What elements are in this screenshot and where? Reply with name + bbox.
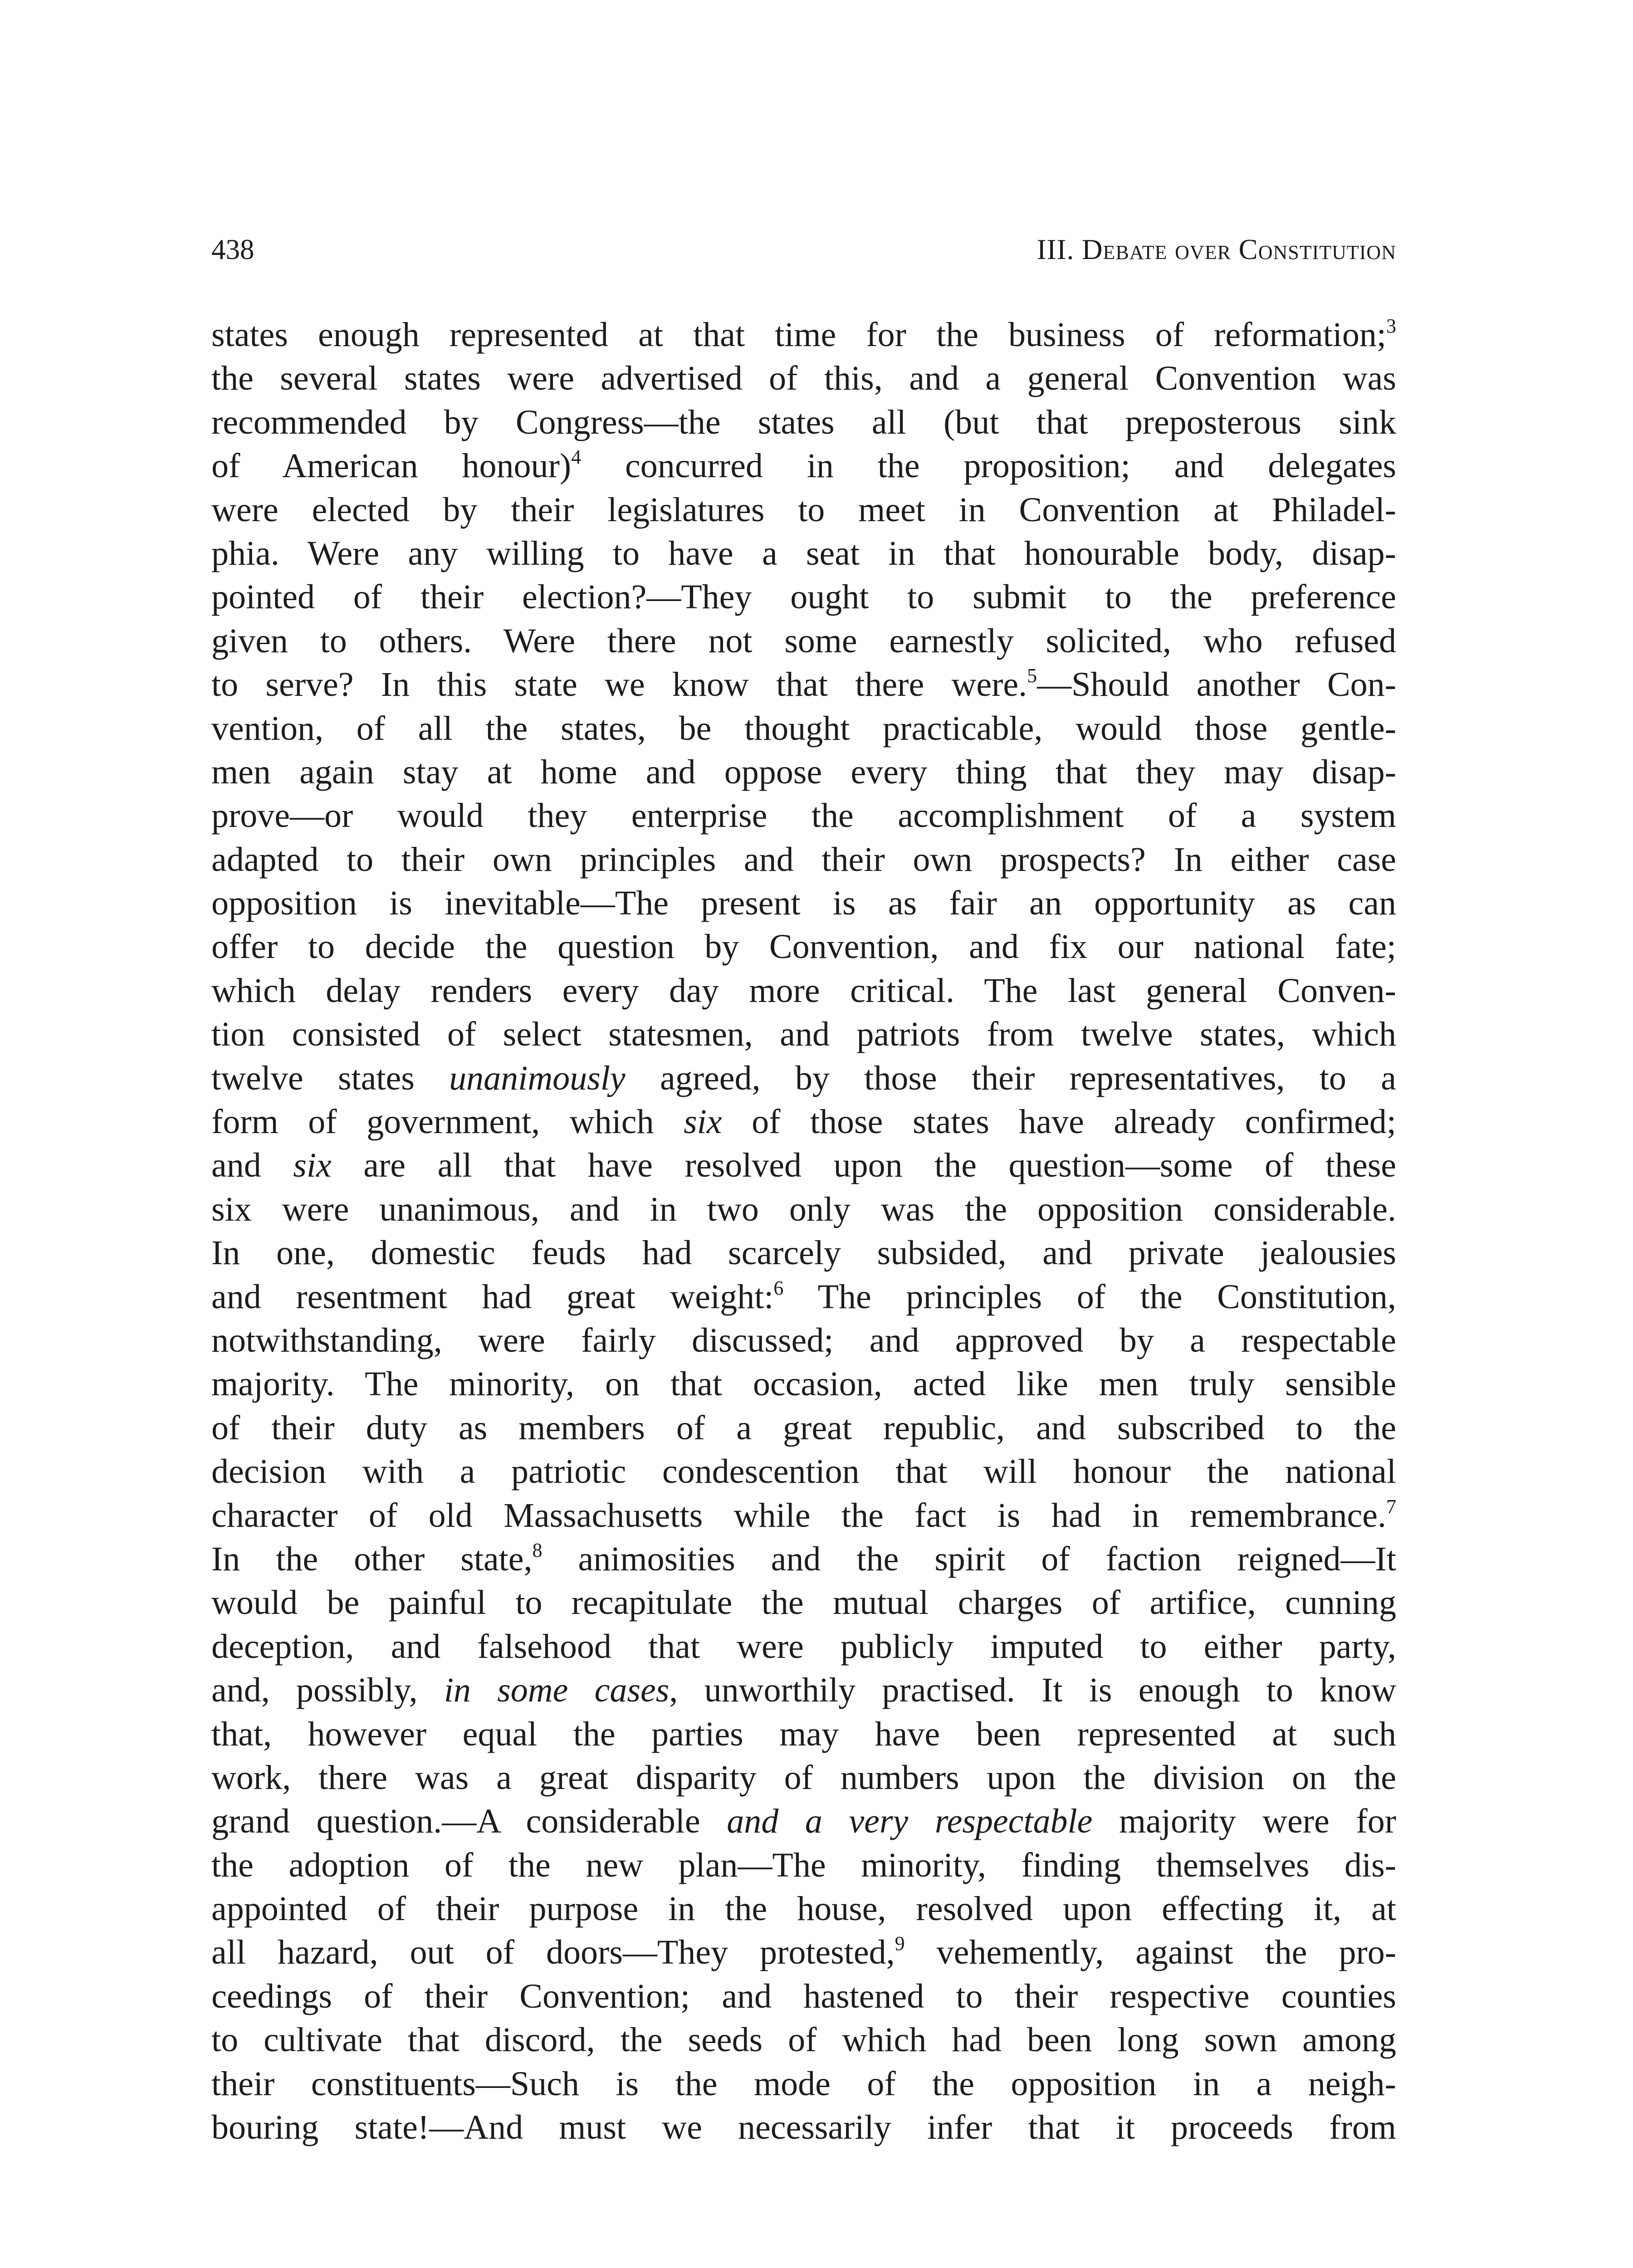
text-line [211,1975,1396,2018]
text-line [211,1056,1396,1100]
text-line [211,1581,1396,1624]
text-run: opposition is inevitable—The present is as fair an opportunity as can [211,884,1396,923]
footnote-marker: 6 [773,1276,784,1299]
text-run: to serve? In this state we know that there were. [211,665,1027,704]
text-line [211,532,1396,575]
text-line [211,1450,1396,1493]
body-text [211,313,1396,2149]
text-run: and resentment had great weight: [211,1277,774,1316]
text-run: work, there was a great disparity of numbers upon the division on the [211,1758,1396,1797]
text-line [211,444,1396,488]
text-line [211,794,1396,837]
text-run: majority. The minority, on that occasion, acted like men truly sensible [211,1365,1396,1403]
text-run: six were unanimous, and in two only was the opposition considerable. [211,1190,1396,1228]
text-run: —Should another Con- [1037,665,1396,704]
text-line [211,969,1396,1012]
text-line [211,1362,1396,1406]
text-line [211,925,1396,968]
text-run: prove—or would they enterprise the accomplishment of a system [211,797,1396,835]
text-line [211,1100,1396,1144]
text-line [211,707,1396,750]
text-run: the several states were advertised of this, and a general Convention was [211,359,1396,398]
text-line [211,1843,1396,1887]
text-line [211,750,1396,794]
text-line [211,1406,1396,1450]
footnote-marker: 3 [1386,315,1396,337]
text-line [211,2062,1396,2106]
text-run: appointed of their purpose in the house, resolved upon effecting it, at [211,1890,1396,1928]
text-line [211,619,1396,663]
text-run: tion consisted of select statesmen, and patriots from twelve states, which [211,1015,1396,1054]
text-line [211,357,1396,400]
text-run: states enough represented at that time for the business of reformation; [211,316,1386,354]
text-run: all hazard, out of doors—They protested, [211,1933,895,1972]
text-run: vehemently, against the pro- [905,1933,1396,1972]
text-run: majority were for [1092,1802,1396,1841]
text-line [211,1887,1396,1931]
text-run: were elected by their legislatures to meet in Convention at Philadel- [211,490,1396,529]
text-line [211,1799,1396,1843]
italic-text: six [293,1146,332,1185]
footnote-marker: 5 [1027,665,1037,687]
text-line [211,1144,1396,1187]
text-run: of their duty as members of a great republic, and subscribed to the [211,1408,1396,1447]
text-run: of American honour) [211,447,572,485]
text-run: grand question.—A considerable [211,1802,727,1841]
text-run: twelve states [211,1059,450,1097]
text-run: of those states have already confirmed; [722,1103,1396,1141]
text-run: men again stay at home and oppose every thing that they may disap- [211,753,1396,791]
text-run: deception, and falsehood that were publicly imputed to either party, [211,1627,1396,1666]
text-run: agreed, by those their representatives, to a [625,1059,1396,1097]
text-line [211,1275,1396,1319]
text-line [211,838,1396,881]
italic-text: six [684,1103,722,1141]
footnote-marker: 7 [1386,1495,1396,1518]
text-line [211,1231,1396,1275]
text-run: recommended by Congress—the states all (but that preposterous sink [211,403,1396,441]
text-run: adapted to their own principles and their own prospects? In either case [211,840,1396,879]
italic-text: in some cases [444,1671,670,1710]
text-run: form of government, which [211,1103,684,1141]
section-title: III. Debate over Constitution [1037,234,1396,265]
text-run: and, possibly, [211,1671,444,1710]
text-line [211,401,1396,444]
text-line [211,1712,1396,1756]
text-line [211,575,1396,619]
running-head [211,227,1396,272]
text-line [211,1537,1396,1581]
footnote-marker: 8 [532,1539,543,1561]
text-run: In the other state, [211,1540,533,1578]
text-run: notwithstanding, were fairly discussed; and approved by a respectable [211,1321,1396,1359]
text-run: character of old Massachusetts while the fact is had in remembrance. [211,1496,1386,1535]
text-run: phia. Were any willing to have a seat in that honourable body, disap- [211,534,1396,572]
footnote-marker: 9 [895,1932,905,1955]
text-run: pointed of their election?—They ought to submit to the preference [211,578,1396,616]
text-line [211,1931,1396,1974]
text-line [211,881,1396,925]
text-line [211,1756,1396,1799]
text-run: ceedings of their Convention; and hastened to their respective counties [211,1977,1396,2015]
text-line [211,488,1396,532]
text-run: would be painful to recapitulate the mutual charges of artifice, cunning [211,1584,1396,1622]
text-line [211,1319,1396,1362]
text-run: their constituents—Such is the mode of the opposition in a neigh- [211,2064,1396,2103]
text-line [211,1188,1396,1231]
text-line [211,1625,1396,1668]
text-run: concurred in the proposition; and delegates [581,447,1396,485]
text-run: The principles of the Constitution, [783,1277,1396,1316]
italic-text: unanimously [449,1059,626,1097]
text-line [211,1012,1396,1056]
text-run: to cultivate that discord, the seeds of which had been long sown among [211,2021,1396,2059]
text-line [211,2106,1396,2149]
text-run: vention, of all the states, be thought practicable, would those gentle- [211,709,1396,748]
text-run: and [211,1146,293,1185]
footnote-marker: 4 [571,446,582,469]
text-run: are all that have resolved upon the question—some of these [331,1146,1396,1185]
text-run: given to others. Were there not some earnestly solicited, who refused [211,621,1396,660]
text-line [211,313,1396,357]
text-run: offer to decide the question by Convention, and fix our national fate; [211,928,1396,966]
italic-text: and a very respectable [727,1802,1093,1841]
text-run: In one, domestic feuds had scarcely subsided, and private jealousies [211,1234,1396,1272]
text-line [211,2018,1396,2062]
text-run: animosities and the spirit of faction reigned—It [542,1540,1396,1578]
text-run: which delay renders every day more critical. The last general Conven- [211,971,1396,1010]
text-run: , unworthily practised. It is enough to know [669,1671,1396,1710]
text-run: the adoption of the new plan—The minority, finding themselves dis- [211,1846,1396,1884]
text-line [211,1494,1396,1537]
text-run: decision with a patriotic condescention that will honour the national [211,1452,1396,1491]
text-run: that, however equal the parties may have been represented at such [211,1715,1396,1753]
page-number: 438 [211,234,254,265]
text-line [211,663,1396,706]
text-line [211,1668,1396,1712]
text-run: bouring state!—And must we necessarily infer that it proceeds from [211,2108,1396,2147]
